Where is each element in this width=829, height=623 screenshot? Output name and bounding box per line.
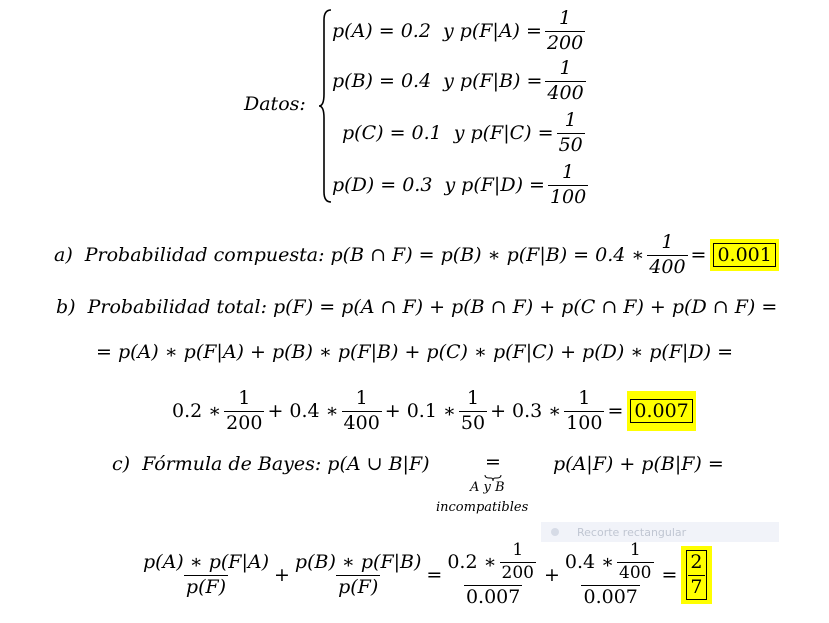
fraction: $\frac{1}{100}$ (566, 386, 603, 434)
condition-label-top: A y B (470, 480, 505, 495)
datos-line-2: p(B) = 0.4 y p(F|B) = $\frac{1}{400}$ (332, 56, 584, 104)
datos-label: Datos: (244, 93, 306, 115)
fraction: $\frac{1}{400}$ (547, 56, 584, 104)
part-c-rhs: p(A|F) + p(B|F) = (553, 453, 724, 475)
fraction: $\frac{1}{400}$ (619, 540, 652, 584)
fraction: $\frac{1}{100}$ (549, 160, 587, 208)
part-b-line-1: b) Probabilidad total: p(F) = p(A ∩ F) + p(B ∩ F) + p(C ∩ F) + p(D ∩ F) = (56, 296, 778, 318)
crop-icon (551, 528, 559, 536)
fraction: $\frac{1}{400}$ (343, 386, 380, 434)
fraction: $\frac{1}{200}$ (226, 386, 263, 434)
result-highlight (710, 239, 778, 272)
result-highlight (627, 391, 695, 432)
left-brace (318, 8, 332, 204)
part-c-eq: = (485, 451, 501, 473)
datos-line-1: p(A) = 0.2 y p(F|A) = $\frac{1}{200}$ (332, 6, 584, 54)
condition-label-bottom: incompatibles (436, 500, 529, 515)
part-c-line-2: $\frac{p(A) ∗ p(F|A)}{p(F)}$ + $\frac{p(B) ∗ p(F|B)}{p(F)}$ = 0.2 ∗ $\frac{1}{200}$ 0.007 + 0.4 ∗ $\frac{1}{400}$ 0.007 = $\frac{2}{7}$ (138, 542, 712, 608)
datos-line-4: p(D) = 0.3 y p(F|D) = $\frac{1}{100}$ (332, 160, 587, 208)
result-box: 0.007 (630, 399, 692, 424)
part-c-line-1: c) Fórmula de Bayes: p(A ∪ B|F) (112, 453, 430, 475)
result-box: 0.001 (713, 243, 775, 268)
fraction: $\frac{p(B) ∗ p(F|B)}{p(F)}$ (294, 550, 422, 598)
datos-line-3: p(C) = 0.1 y p(F|C) = $\frac{1}{50}$ (342, 108, 583, 156)
crop-tooltip: Recorte rectangular (541, 522, 779, 542)
part-a-line: a) Probabilidad compuesta: p(B ∩ F) = p(B) ∗ p(F|B) = 0.4 ∗ $\frac{1}{400}$ = 0.001 (54, 232, 779, 278)
part-b-line-3: 0.2 ∗ $\frac{1}{200}$ + 0.4 ∗ $\frac{1}{400}$ + 0.1 ∗ $\frac{1}{50}$ + 0.3 ∗ $\frac{1}{100}$ = 0.007 (172, 388, 696, 434)
fraction: $\frac{1}{200}$ (501, 540, 534, 584)
fraction: 0.2 ∗ $\frac{1}{200}$ 0.007 (447, 540, 534, 608)
fraction: $\frac{1}{50}$ (558, 108, 583, 156)
fraction: $\frac{1}{50}$ (460, 386, 486, 434)
fraction: $\frac{1}{400}$ (649, 230, 686, 278)
fraction: $\frac{1}{200}$ (546, 6, 584, 54)
fraction: 0.4 ∗ $\frac{1}{400}$ 0.007 (564, 540, 652, 608)
result-highlight (681, 546, 711, 605)
result-box: $\frac{2}{7}$ (686, 550, 706, 601)
fraction: $\frac{p(A) ∗ p(F|A)}{p(F)}$ (143, 550, 269, 598)
part-b-line-2: = p(A) ∗ p(F|A) + p(B) ∗ p(F|B) + p(C) ∗ p(F|C) + p(D) ∗ p(F|D) = (96, 341, 734, 363)
